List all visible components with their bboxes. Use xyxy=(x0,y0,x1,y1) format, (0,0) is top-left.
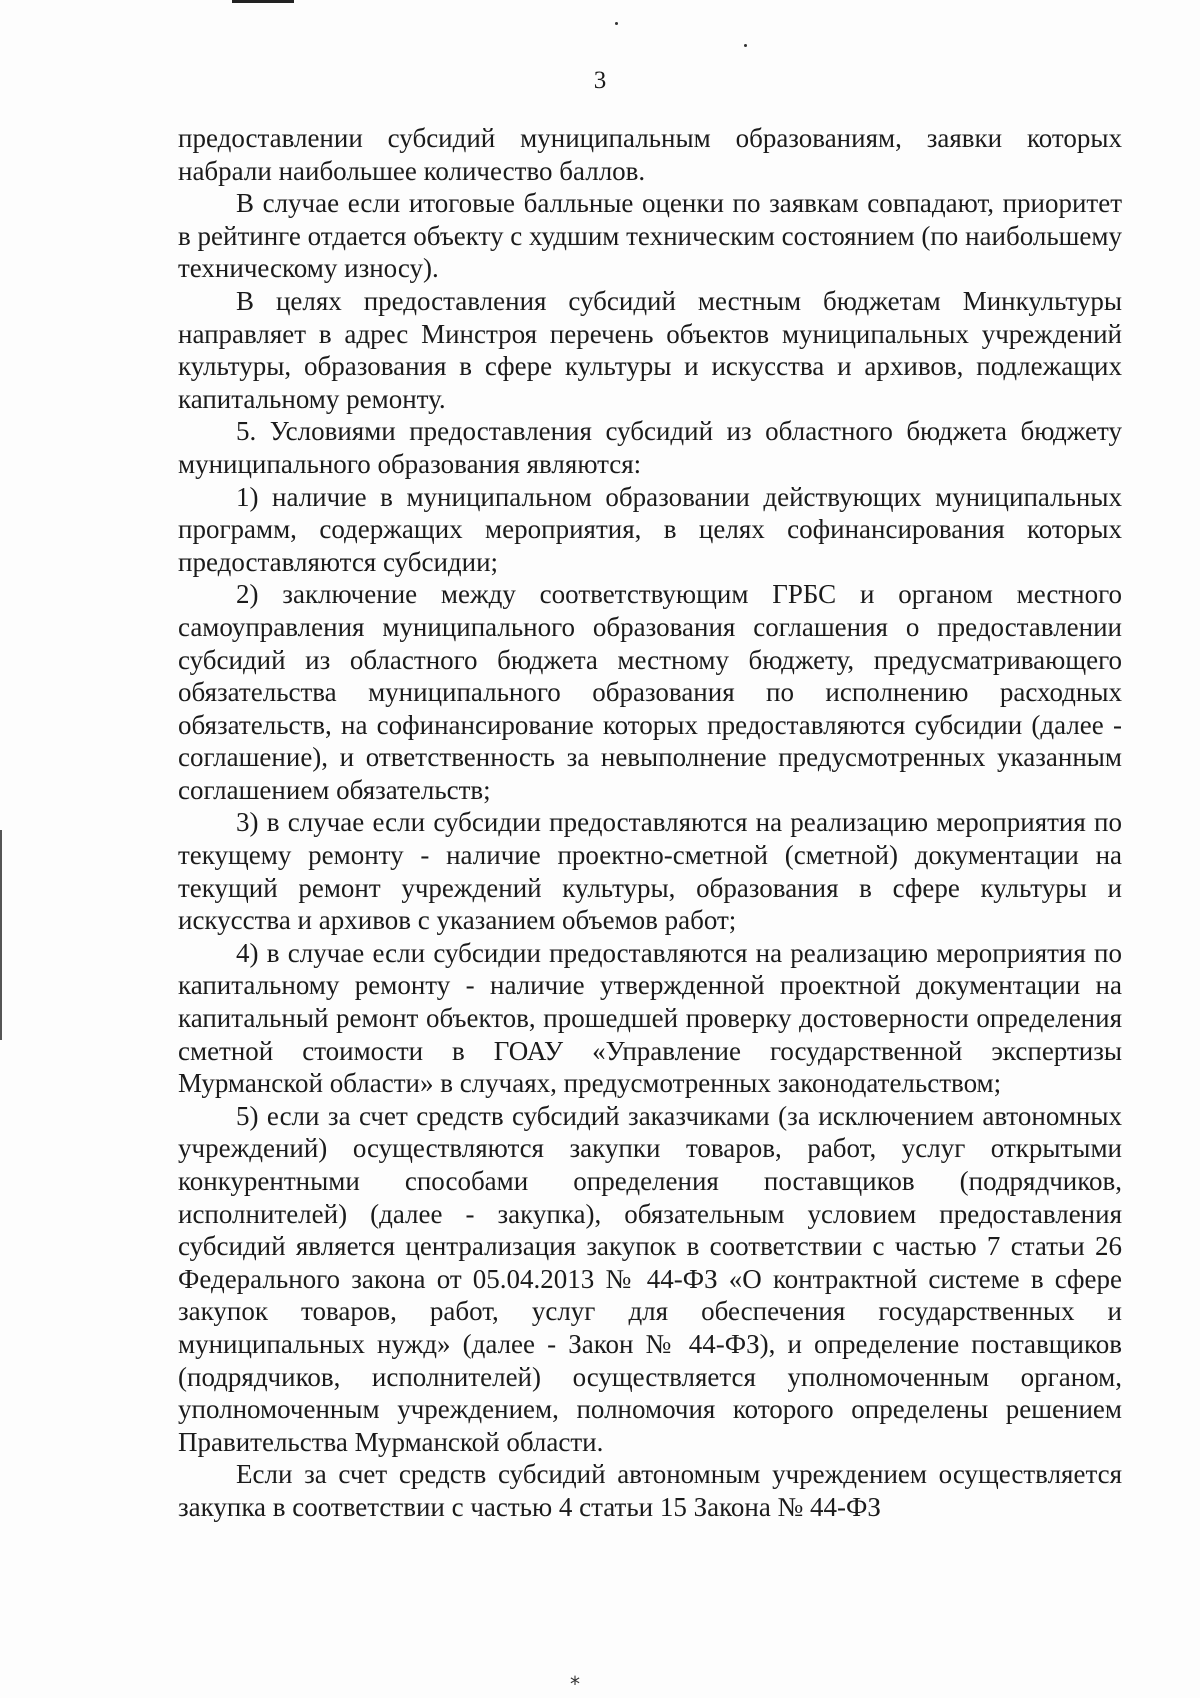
paragraph: предоставлении субсидий муниципальным образованиям, заявки которых набрали наибольшее количество баллов. xyxy=(178,123,1122,186)
paragraph: 5) если за счет средств субсидий заказчиками (за исключением автономных учреждений) осуществляются закупки товаров, работ, услуг открытыми конкурентными способами определения поставщиков (подрядчиков, исполнителей) (далее - закупка), обязательным условием предоставления субсидий является централизация закупок в соответствии с частью 7 статьи 26 Федерального закона от 05.04.2013 № 44-ФЗ «О контрактной системе в сфере закупок товаров, работ, услуг для обеспечения государственных и муниципальных нужд» (далее - Закон № 44-ФЗ), и определение поставщиков (подрядчиков, исполнителей) осуществляется уполномоченным органом, уполномоченным учреждением, полномочия которого определены решением Правительства Мурманской области. xyxy=(178,1100,1122,1457)
scan-artifact-dot xyxy=(744,44,747,47)
scan-artifact-star: * xyxy=(570,1672,580,1696)
paragraph: Если за счет средств субсидий автономным учреждением осуществляется закупка в соответствии с частью 4 статьи 15 Закона № 44-ФЗ xyxy=(178,1459,1122,1522)
paragraph: 2) заключение между соответствующим ГРБС и органом местного самоуправления муниципального образования соглашения о предоставлении субсидий из областного бюджета местному бюджету, предусматривающего обязательства муниципального образования по исполнению расходных обязательств, на софинансирование которых предоставляются субсидии (далее - соглашение), и ответственность за невыполнение предусмотренных указанным соглашением обязательств; xyxy=(178,579,1122,805)
paragraph: 1) наличие в муниципальном образовании действующих муниципальных программ, содержащих мероприятия, в целях софинансирования которых предоставляются субсидии; xyxy=(178,481,1122,577)
scan-artifact-mark xyxy=(232,0,294,3)
paragraph: 4) в случае если субсидии предоставляются на реализацию мероприятия по капитальному ремонту - наличие утвержденной проектной документации на капитальный ремонт объектов, прошедшей проверку достоверности определения сметной стоимости в ГОАУ «Управление государственной экспертизы Мурманской области» в случаях, предусмотренных законодательством; xyxy=(178,937,1122,1099)
scan-artifact-edge xyxy=(0,830,2,1040)
page-number: 3 xyxy=(593,67,607,94)
paragraph: 5. Условиями предоставления субсидий из областного бюджета бюджету муниципального образования являются: xyxy=(178,416,1122,479)
scan-artifact-dot xyxy=(615,22,618,25)
paragraph: В случае если итоговые балльные оценки по заявкам совпадают, приоритет в рейтинге отдается объекту с худшим техническим состоянием (по наибольшему техническому износу). xyxy=(178,188,1122,284)
paragraph: 3) в случае если субсидии предоставляются на реализацию мероприятия по текущему ремонту - наличие проектно-сметной (сметной) документации на текущий ремонт учреждений культуры, образования в сфере культуры и искусства и архивов с указанием объемов работ; xyxy=(178,807,1122,936)
paragraph: В целях предоставления субсидий местным бюджетам Минкультуры направляет в адрес Минстроя перечень объектов муниципальных учреждений культуры, образования в сфере культуры и искусства и архивов, подлежащих капитальному ремонту. xyxy=(178,285,1122,414)
document-body xyxy=(178,122,1122,1524)
